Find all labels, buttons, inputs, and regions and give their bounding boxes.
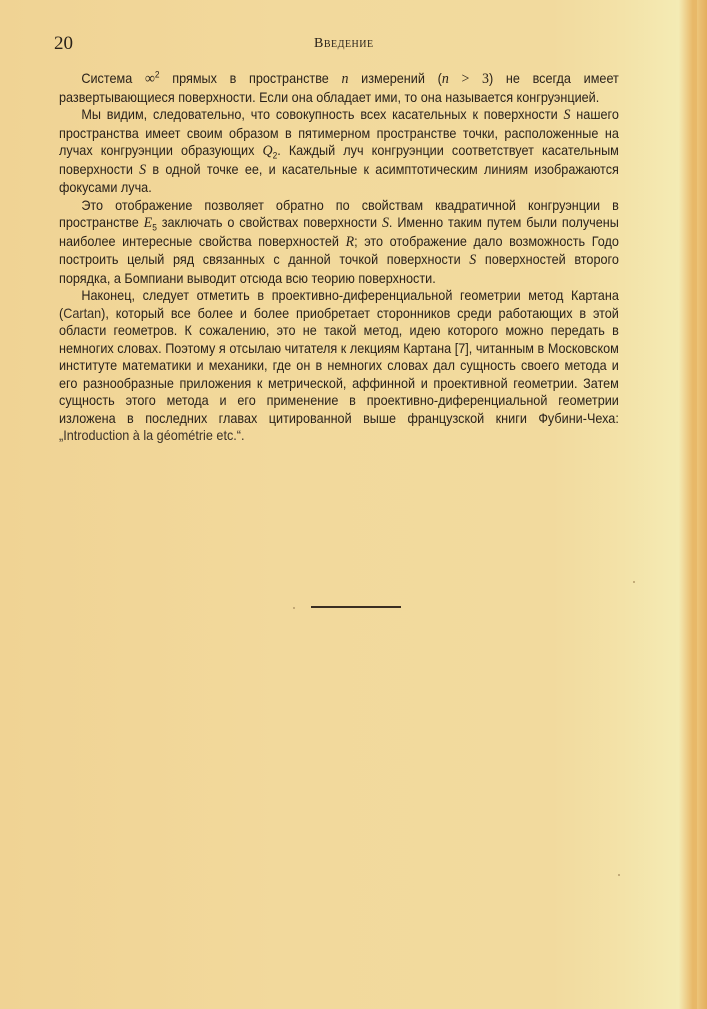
math-run: n xyxy=(441,71,449,87)
math-run: S xyxy=(139,161,147,178)
text-run: . Именно таким путем были получены наиболее интересные свойства поверхностей xyxy=(59,215,619,249)
sub-run: 2 xyxy=(272,150,278,161)
text-run: прямых в пространстве xyxy=(159,71,342,86)
math-run: S xyxy=(381,215,389,231)
page-edge xyxy=(697,0,707,1009)
paper-speck xyxy=(633,581,635,583)
paragraph xyxy=(59,106,619,197)
latin-run: Cartan xyxy=(63,305,102,321)
math-run: R xyxy=(345,233,355,250)
text-run: ), который все более и более приобретает сторонников среди работающих в этой области геометров. К сожалению, это не такой метод, идею которого можно передать в немногих словах. Поэтому я отсылаю читателя к лекциям Картана [7], читанным в Московском институте математики и механики, где он в немногих словах дал сущность своего метода и его разнообразные приложения к метрической, аффинной и проективной геометрии. Затем сущность этого метода и его применение в проективно-диференциальной геометрии изложена в последних главах цитированной выше французской книги Фубини-Чеха: xyxy=(59,305,619,426)
paper-speck xyxy=(618,874,620,876)
text-run: Мы видим, следовательно, что совокупность всех касательных к поверхности xyxy=(81,107,564,122)
running-head: Введение xyxy=(314,36,374,51)
text-run: поверхностей второго порядка, а Бомпиани выводит отсюда всю теорию поверхности. xyxy=(59,252,619,286)
text-run: Система xyxy=(81,71,145,86)
text-run: Это отображение позволяет обратно по свойствам квадратичной конгруэнции в пространстве xyxy=(59,197,619,230)
text-run: в одной точке ее, и касательные к асимптотическим линиям изображаются фокусами луча. xyxy=(59,161,619,195)
text-run: ) не всегда имеет развертывающиеся поверхности. Если она обладает ими, то она называется конгруэнцией. xyxy=(59,71,619,105)
section-divider-rule xyxy=(311,606,401,608)
text-run: нашего пространства имеет своим образом в пятимерном пространстве точки, расположенные на лучах конгруэнции образующих xyxy=(59,107,619,158)
math-up-run: ∞ xyxy=(144,71,155,87)
math-run: E xyxy=(143,215,153,231)
paragraph xyxy=(59,287,619,445)
paragraph xyxy=(59,70,619,106)
latin-run: „Introduction à la géométrie etc.“. xyxy=(59,428,245,443)
sup-run: 2 xyxy=(154,69,160,80)
text-run: измерений ( xyxy=(348,71,442,86)
sub-run: 5 xyxy=(152,222,157,233)
math-run: Q xyxy=(262,143,273,159)
math-run: S xyxy=(563,107,571,123)
text-run: ; это отображение дало возможность Годо построить целый ряд связанных с данной точкой поверхности xyxy=(59,233,619,267)
body-text xyxy=(59,70,619,445)
page-header xyxy=(54,33,614,57)
text-run: . Каждый луч конгруэнции соответствует касательным поверхности xyxy=(59,143,619,177)
text-run: заключать о свойствах поверхности xyxy=(156,215,382,230)
paper-speck xyxy=(293,607,295,609)
page-number: 20 xyxy=(54,33,73,54)
math-run: n xyxy=(341,71,349,87)
paragraph xyxy=(59,197,619,288)
math-up-run: > 3 xyxy=(448,71,489,87)
text-run: Наконец, следует отметить в проективно-диференциальной геометрии метод Картана ( xyxy=(59,288,619,321)
math-run: S xyxy=(469,252,477,268)
